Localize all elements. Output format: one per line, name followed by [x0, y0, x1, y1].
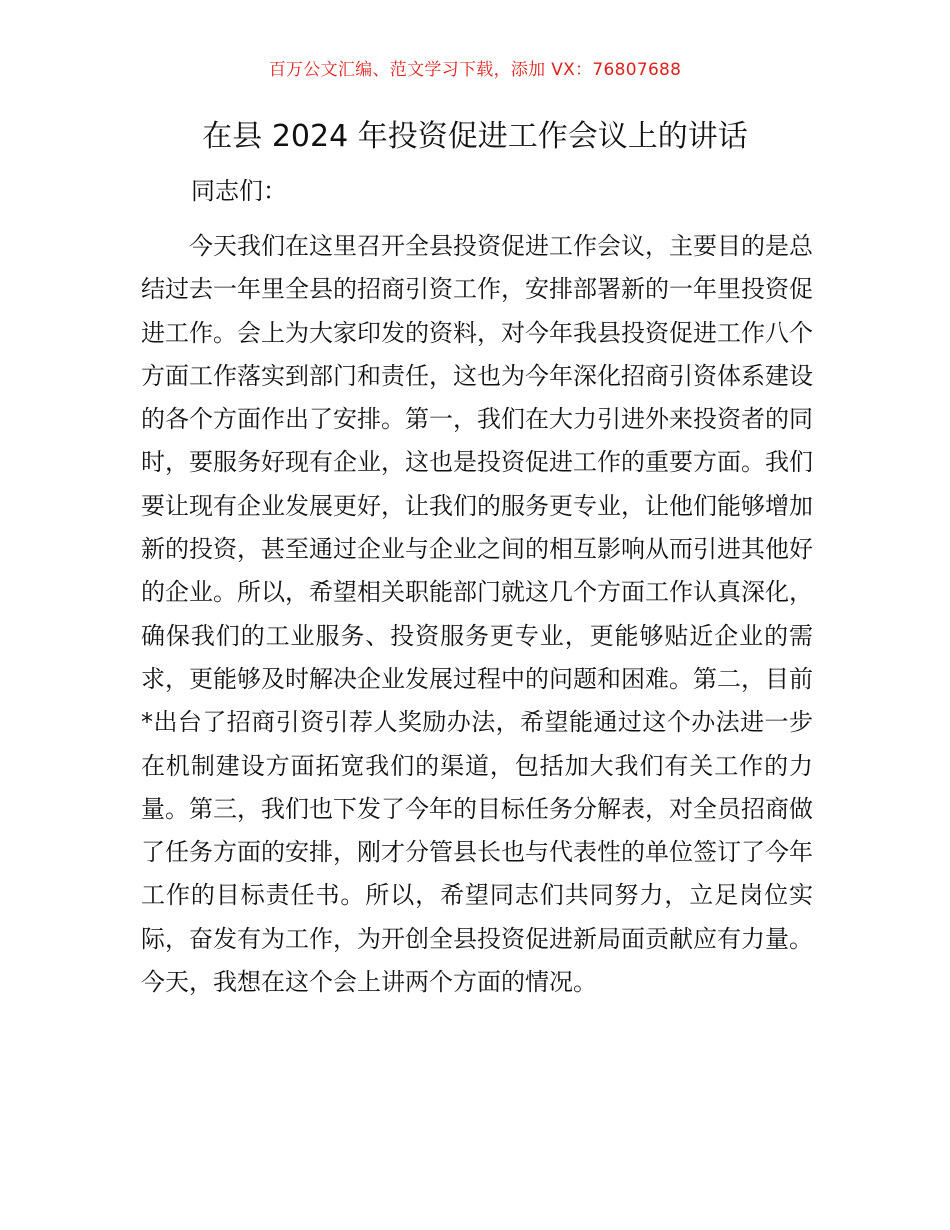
body-paragraph: 今天我们在这里召开全县投资促进工作会议，主要目的是总结过去一年里全县的招商引资工作，安排部署新的一年里投资促进工作。会上为大家印发的资料，对今年我县投资促进工作八个方面工作落实到部门和责任，这也为今年深化招商引资体系建设的各个方面作出了安排。第一，我们在大力引进外来投资者的同时，要服务好现有企业，这也是投资促进工作的重要方面。我们要让现有企业发展更好，让我们的服务更专业，让他们能够增加新的投资，甚至通过企业与企业之间的相互影响从而引进其他好的企业。所以，希望相关职能部门就这几个方面工作认真深化，确保我们的工业服务、投资服务更专业，更能够贴近企业的需求，更能够及时解决企业发展过程中的问题和困难。第二，目前*出台了招商引资引荐人奖励办法，希望能通过这个办法进一步在机制建设方面拓宽我们的渠道，包括加大我们有关工作的力量。第三，我们也下发了今年的目标任务分解表，对全员招商做了任务方面的安排，刚才分管县长也与代表性的单位签订了今年工作的目标责任书。所以，希望同志们共同努力，立足岗位实际，奋发有为工作，为开创全县投资促进新局面贡献应有力量。今天，我想在这个会上讲两个方面的情况。 — [141, 232, 813, 997]
salutation: 同志们： — [191, 177, 287, 205]
watermark-banner: 百万公文汇编、范文学习下载，添加 VX：76807688 — [268, 60, 682, 80]
document-title: 在县 2024 年投资促进工作会议上的讲话 — [202, 119, 748, 154]
